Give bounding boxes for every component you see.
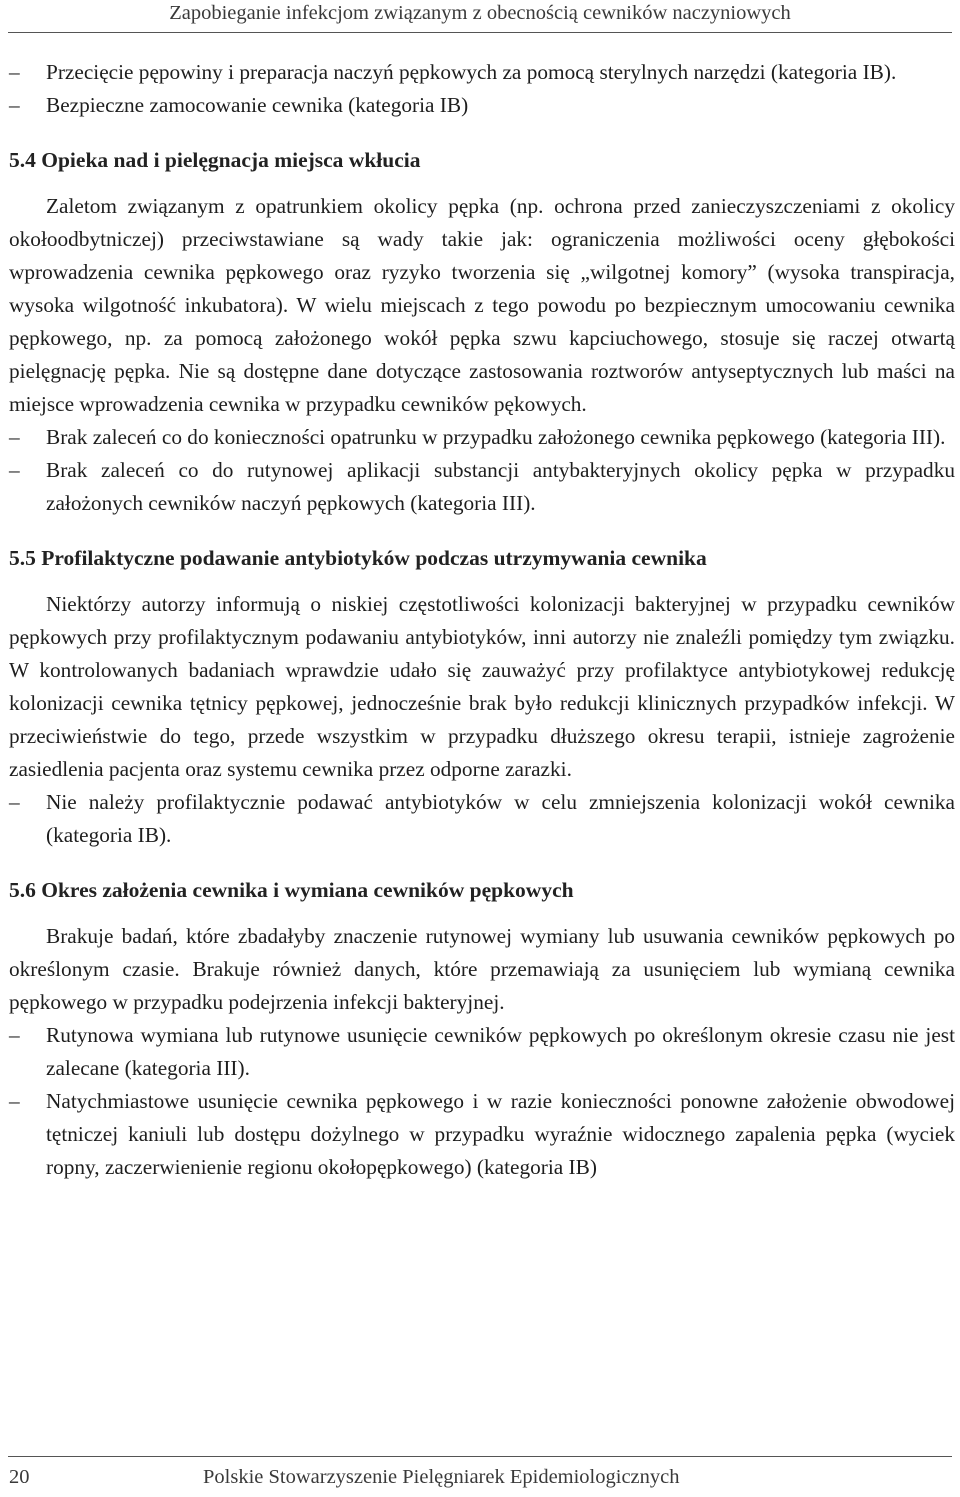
dash-bullet-icon: – [9,1023,20,1047]
dash-bullet-icon: – [9,458,20,482]
list-item [9,454,955,520]
dash-bullet-icon: – [9,425,20,449]
section-paragraph: Niektórzy autorzy informują o niskiej częstotliwości kolonizacji bakteryjnej w przypadku cewników pępkowych przy profilaktycznym podawaniu antybiotyków, inni autorzy nie znaleźli pomiędzy tym związku. W kontrolowanych badaniach wprawdzie udało się zauważyć przy profilaktyce antybiotykowej redukcję kolonizacji cewnika tętnicy pępkowej, jednocześnie brak było redukcji klinicznych przypadków infekcji. W przeciwieństwie do tego, przede wszystkim w przypadku dłuższego okresu terapii, istnieje zagrożenie zasiedlenia pacjenta oraz systemu cewnika przez odporne zarazki. [9,592,955,781]
list-item [9,89,955,122]
header-divider [8,32,952,33]
footer-organization: Polskie Stowarzyszenie Pielęgniarek Epidemiologicznych [203,1466,680,1488]
list-item [9,1085,955,1184]
section-heading-5-5: 5.5 Profilaktyczne podawanie antybiotyków podczas utrzymywania cewnika [9,546,707,570]
list-item-text: Rutynowa wymiana lub rutynowe usunięcie cewników pępkowych po określonym okresie czasu nie jest zalecane (kategoria III). [46,1023,955,1080]
dash-bullet-icon: – [9,60,20,84]
list-item-text: Natychmiastowe usunięcie cewnika pępkowego i w razie konieczności ponowne założenie obwodowej tętniczej kaniuli lub dostępu dożylnego w przypadku wyraźnie widocznego zapalenia pępka (wyciek ropny, zaczerwienienie regionu okołopępkowego) (kategoria IB) [46,1089,955,1179]
list-item-text: Brak zaleceń co do konieczności opatrunku w przypadku założonego cewnika pępkowego (kategoria III). [46,425,946,449]
page-number: 20 [9,1466,30,1488]
dash-bullet-icon: – [9,1089,20,1113]
list-item [9,421,955,454]
list-item [9,786,955,852]
footer-divider [8,1456,952,1457]
list-item [9,56,955,89]
list-item-text: Nie należy profilaktycznie podawać antybiotyków w celu zmniejszenia kolonizacji wokół cewnika (kategoria IB). [46,790,955,847]
page-content [9,56,955,1184]
section-paragraph: Zaletom związanym z opatrunkiem okolicy pępka (np. ochrona przed zanieczyszczeniami z okolicy okołoodbytniczej) przeciwstawiane są wady takie jak: ograniczenia możliwości oceny głębokości wprowadzenia cewnika pępkowego oraz ryzyko tworzenia się „wilgotnej komory” (wysoka transpiracja, wysoka wilgotność inkubatora). W wielu miejscach z tego powodu po bezpiecznym umocowaniu cewnika pępkowego, np. za pomocą założonego wokół pępka szwu kapciuchowego, stosuje się raczej otwartą pielęgnację pępka. Nie są dostępne dane dotyczące zastosowania roztworów antyseptycznych lub maści na miejsce wprowadzenia cewnika w przypadku cewników pękowych. [9,194,955,416]
section-paragraph: Brakuje badań, które zbadałyby znaczenie rutynowej wymiany lub usuwania cewników pępkowych po określonym czasie. Brakuje również danych, które przemawiają za usunięciem lub wymianą cewnika pępkowego w przypadku podejrzenia infekcji bakteryjnej. [9,924,955,1014]
dash-bullet-icon: – [9,790,20,814]
list-item-text: Bezpieczne zamocowanie cewnika (kategoria IB) [46,93,469,117]
list-item-text: Brak zaleceń co do rutynowej aplikacji substancji antybakteryjnych okolicy pępka w przypadku założonych cewników naczyń pępkowych (kategoria III). [46,458,955,515]
list-item [9,1019,955,1085]
section-heading-5-4: 5.4 Opieka nad i pielęgnacja miejsca wkłucia [9,148,421,172]
list-item-text: Przecięcie pępowiny i preparacja naczyń pępkowych za pomocą sterylnych narzędzi (kategoria IB). [46,60,897,84]
section-heading-5-6: 5.6 Okres założenia cewnika i wymiana cewników pępkowych [9,878,574,902]
running-header: Zapobieganie infekcjom związanym z obecnością cewników naczyniowych [169,2,791,24]
dash-bullet-icon: – [9,93,20,117]
